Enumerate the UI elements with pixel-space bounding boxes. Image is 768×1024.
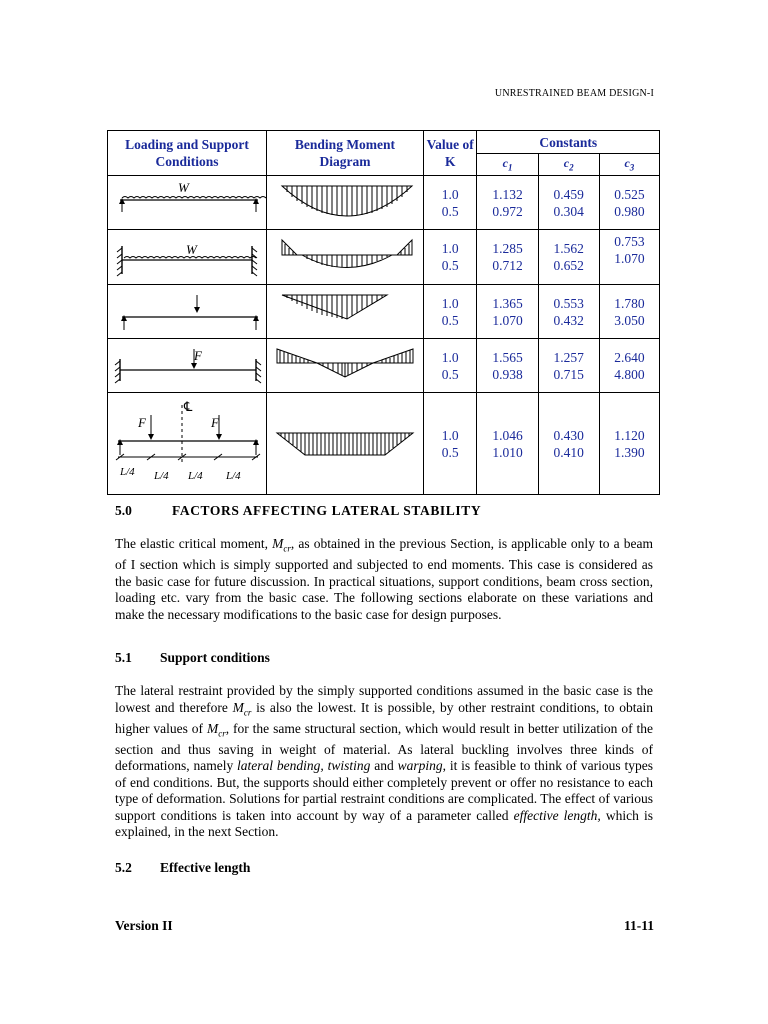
table-row [108, 393, 660, 495]
value-c1: 1.285 0.712 [477, 230, 538, 285]
section-heading-5-1 [115, 650, 270, 666]
section-title: Effective length [160, 860, 251, 875]
centerline-symbol: ℄ [184, 399, 193, 414]
loading-diagram [108, 230, 267, 285]
section-title: Support conditions [160, 650, 270, 665]
value-c1: 1.565 0.938 [477, 339, 538, 393]
section-heading-5-0 [115, 503, 481, 519]
header-c1: $c_1$ [477, 154, 538, 176]
section-heading-5-2 [115, 860, 250, 876]
bmd-diagram [267, 176, 424, 230]
footer-page-number: 11-11 [623, 918, 654, 933]
value-c3: 2.640 4.800 [599, 339, 659, 393]
section-number: 5.0 [115, 503, 132, 518]
running-header: UNRESTRAINED BEAM DESIGN-I [494, 88, 654, 99]
loading-diagram [108, 393, 267, 495]
loading-diagram [108, 176, 267, 230]
span-label: L/4 [188, 470, 203, 482]
value-k: 1.0 0.5 [424, 393, 477, 495]
force-label-right: F [211, 415, 219, 430]
loading-diagram [108, 339, 267, 393]
section-title: FACTORS AFFECTING LATERAL STABILITY [172, 503, 482, 518]
value-c2: 0.553 0.432 [538, 285, 599, 339]
bmd-diagram [267, 285, 424, 339]
value-c3: 1.120 1.390 [599, 393, 659, 495]
section-number: 5.1 [115, 650, 132, 665]
value-k: 1.0 0.5 [424, 339, 477, 393]
paragraph-5-1: The lateral restraint provided by the simply supported conditions assumed in the basic case is the lowest and therefore $M_{cr}$ is also the lowest. It is possible, by other restraint conditions, to obtain higher values of $M_{cr}$, for the same structural section, which would result in better utilization of the section and thus saving in weight of material. As lateral buckling involves three kinds of deformations, namely lateral bending, twisting and warping, it is feasible to think of various types of end conditions. But, the supports should either completely prevent or offer no resistance to each type of deformation. Solutions for partial restraint conditions are complicated. The effect of various support conditions is taken into account by way of a parameter called effective length, which is explained, in the next Section. [115, 683, 654, 840]
table-row [108, 339, 660, 393]
table-row [108, 230, 660, 285]
header-constants: Constants [477, 131, 660, 154]
value-c3: 1.780 3.050 [599, 285, 659, 339]
load-label: F [194, 348, 202, 363]
span-label: L/4 [120, 466, 135, 478]
value-c1: 1.132 0.972 [477, 176, 538, 230]
span-label: L/4 [226, 470, 241, 482]
value-c3: 0.753 1.070 [599, 230, 659, 285]
value-c2: 1.562 0.652 [538, 230, 599, 285]
value-k: 1.0 0.5 [424, 176, 477, 230]
load-label: W [186, 242, 197, 257]
value-c1: 1.365 1.070 [477, 285, 538, 339]
value-c2: 1.257 0.715 [538, 339, 599, 393]
bmd-diagram [267, 393, 424, 495]
table-row [108, 176, 660, 230]
paragraph-5-0: The elastic critical moment, $M_{cr}$, as obtained in the previous Section, is applicable only to a beam of I section which is simply supported and subjected to end moments. This case is considered as the basic case for future discussion. In practical situations, support conditions, beam cross section, loading etc. vary from the basic case. The following sections elaborate on these variations and make the necessary modifications to the basic case for design purposes. [115, 536, 653, 622]
span-label: L/4 [154, 470, 169, 482]
loading-diagram [108, 285, 267, 339]
bmd-diagram [267, 230, 424, 285]
value-c2: 0.430 0.410 [538, 393, 599, 495]
header-bmd: Bending Moment Diagram [267, 131, 424, 176]
value-c1: 1.046 1.010 [477, 393, 538, 495]
header-value-k: Value of K [424, 131, 477, 176]
header-c2: $c_2$ [538, 154, 599, 176]
force-label-left: F [138, 415, 146, 430]
value-c2: 0.459 0.304 [538, 176, 599, 230]
value-c3: 0.525 0.980 [599, 176, 659, 230]
bmd-diagram [267, 339, 424, 393]
value-k: 1.0 0.5 [424, 230, 477, 285]
section-number: 5.2 [115, 860, 132, 875]
header-loading: Loading and Support Conditions [108, 131, 267, 176]
value-k: 1.0 0.5 [424, 285, 477, 339]
footer-version: Version II [115, 918, 173, 933]
table-row [108, 285, 660, 339]
header-c3: $c_3$ [599, 154, 659, 176]
load-label: W [178, 180, 189, 195]
constants-table [107, 130, 660, 495]
